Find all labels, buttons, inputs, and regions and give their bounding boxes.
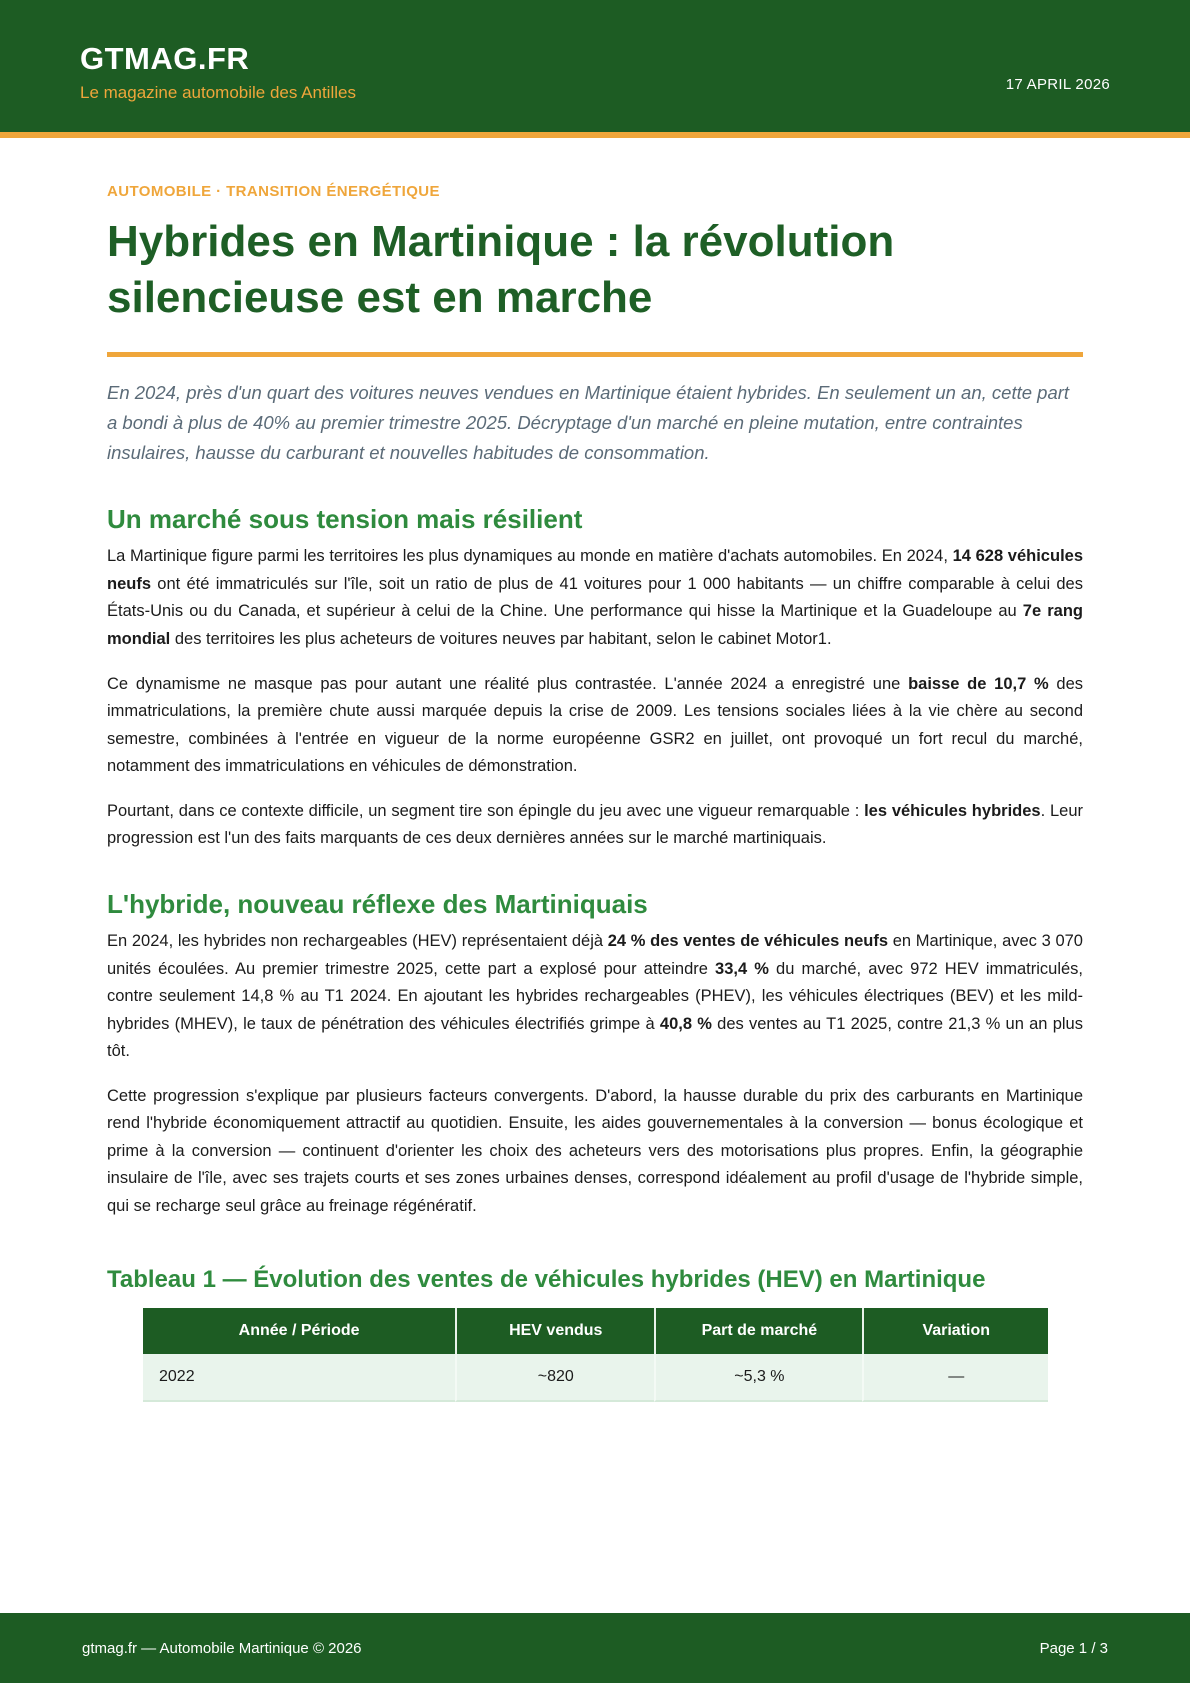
paragraph: Ce dynamisme ne masque pas pour autant une réalité plus contrastée. L'année 2024 a enregistré une baisse de 10,7 % des immatriculations, la première chute aussi marquée depuis la crise de 2009. Les tensions sociales liées à la vie chère au second semestre, combinées à l'entrée en vigueur de la norme européenne GSR2 en juillet, ont provoqué un fort recul du marché, notamment des immatriculations en véhicules de démonstration. — [107, 674, 1084, 776]
paragraph: Pourtant, dans ce contexte difficile, un segment tire son épingle du jeu avec une vigueur remarquable : les véhicules hybrides. Leur progression est l'un des faits marquants de ces deux dernières années sur le marché martiniquais. — [107, 801, 1083, 848]
table-cell: 2022 — [143, 1354, 455, 1402]
page-number: Page 1 / 3 — [1039, 1639, 1108, 1657]
issue-date: 17 APRIL 2026 — [1005, 76, 1110, 93]
section-hybrid-reflex — [107, 889, 1083, 1221]
table-header-row — [143, 1308, 1048, 1354]
article-body — [0, 138, 1190, 1402]
column-header: HEV vendus — [455, 1308, 654, 1354]
brand-tagline: Le magazine automobile des Antilles — [80, 83, 356, 103]
masthead — [0, 0, 1190, 132]
table-body — [143, 1354, 1048, 1402]
table-header — [143, 1308, 1048, 1354]
table-section — [107, 1266, 1083, 1402]
table-cell: ~820 — [455, 1354, 654, 1402]
footer-copyright: gtmag.fr — Automobile Martinique © 2026 — [82, 1639, 362, 1657]
paragraph: La Martinique figure parmi les territoires les plus dynamiques au monde en matière d'achats automobiles. En 2024, 14 628 véhicules neufs ont été immatriculés sur l'île, soit un ratio de plus de 41 voitures pour 1 000 habitants — un chiffre comparable à celui des États-Unis ou du Canada, et supérieur à celui de la Chine. Une performance qui hisse la Martinique et la Guadeloupe au 7e rang mondial des territoires les plus acheteurs de voitures neuves par habitant, selon le cabinet Motor1. — [107, 547, 1084, 648]
section-heading: Un marché sous tension mais résilient — [107, 504, 583, 535]
section-paragraphs — [107, 543, 1083, 852]
article-lede: En 2024, près d'un quart des voitures neuves vendues en Martinique étaient hybrides. En seulement un an, cette part a bondi à plus de 40% au premier trimestre 2025. Décryptage d'un marché en pleine mutation, entre contraintes insulaires, hausse du carburant et nouvelles habitudes de consommation. — [107, 381, 1070, 464]
page-footer — [0, 1613, 1190, 1683]
table-cell: ~5,3 % — [654, 1354, 862, 1402]
paragraph: En 2024, les hybrides non rechargeables (HEV) représentaient déjà 24 % des ventes de véhicules neufs en Martinique, avec 3 070 unités écoulées. Au premier trimestre 2025, cette part a explosé pour atteindre 33,4 % du marché, avec 972 HEV immatriculés, contre seulement 14,8 % au T1 2024. En ajoutant les hybrides rechargeables (PHEV), les véhicules électriques (BEV) et les mild-hybrides (MHEV), le taux de pénétration des véhicules électrifiés grimpe à 40,8 % des ventes au T1 2025, contre 21,3 % un an plus tôt. — [107, 932, 1083, 1061]
brand-logo: GTMAG.FR — [80, 41, 250, 76]
title-accent-rule — [107, 352, 1083, 357]
article-title: Hybrides en Martinique : la révolution silencieuse est en marche — [107, 217, 895, 322]
table-cell: — — [862, 1354, 1048, 1402]
hev-sales-table — [143, 1308, 1048, 1402]
column-header: Année / Période — [143, 1308, 455, 1354]
section-heading: L'hybride, nouveau réflexe des Martiniquais — [107, 888, 648, 919]
table-row — [143, 1354, 1048, 1402]
table-caption: Tableau 1 — Évolution des ventes de véhicules hybrides (HEV) en Martinique — [107, 1266, 986, 1294]
paragraph: Cette progression s'explique par plusieurs facteurs convergents. D'abord, la hausse durable du prix des carburants en Martinique rend l'hybride économiquement attractif au quotidien. Ensuite, les aides gouvernementales à la conversion — bonus écologique et prime à la conversion — continuent d'orienter les choix des acheteurs vers des motorisations plus propres. Enfin, la géographie insulaire de l'île, avec ses trajets courts et ses zones urbaines denses, correspond idéalement au profil d'usage de l'hybride simple, qui se recharge seul grâce au freinage régénératif. — [107, 1086, 1083, 1215]
column-header: Variation — [862, 1308, 1048, 1354]
section-market-tension — [107, 504, 1083, 853]
column-header: Part de marché — [654, 1308, 862, 1354]
section-paragraphs — [107, 928, 1083, 1220]
category-label: AUTOMOBILE · TRANSITION ÉNERGÉTIQUE — [107, 183, 440, 200]
